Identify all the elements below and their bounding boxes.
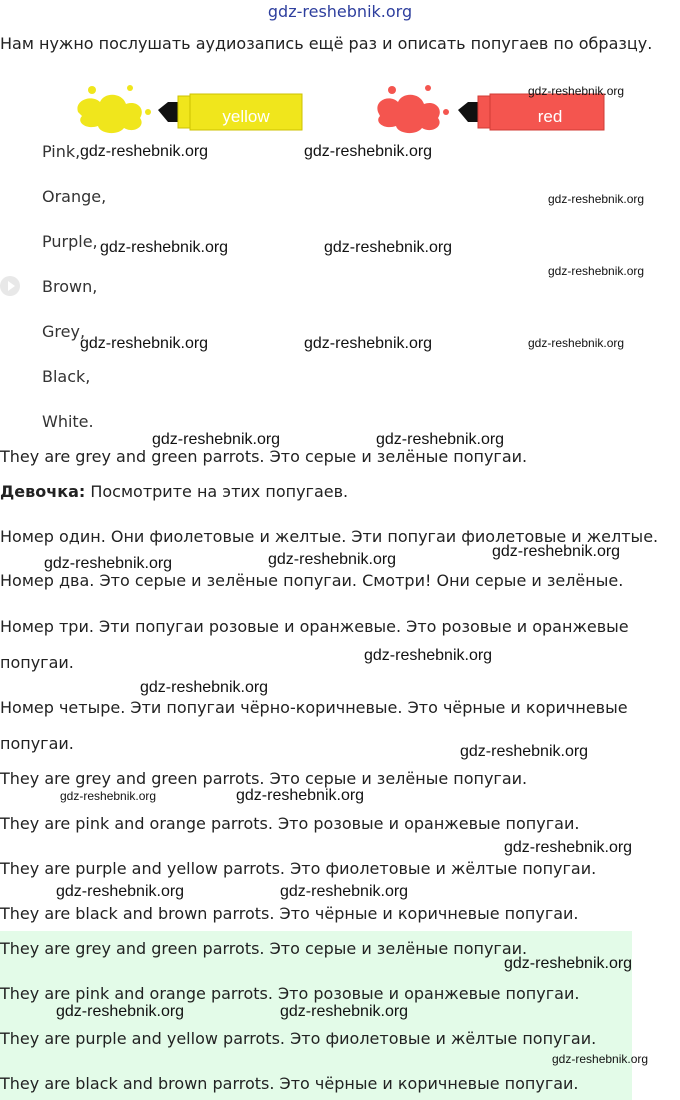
watermark: gdz-reshebnik.org — [548, 192, 645, 206]
watermark: gdz-reshebnik.org — [44, 555, 173, 572]
watermark: gdz-reshebnik.org — [100, 239, 229, 256]
watermark: gdz-reshebnik.org — [280, 883, 409, 900]
watermark: gdz-reshebnik.org — [304, 335, 433, 352]
watermark: gdz-reshebnik.org — [324, 239, 453, 256]
watermark: gdz-reshebnik.org — [236, 787, 365, 804]
line-grey-green: They are grey and green parrots. Это серые и зелёные попугаи. — [0, 447, 528, 466]
color-word-purple: Purple, — [42, 232, 98, 251]
watermark: gdz-reshebnik.org — [528, 336, 625, 350]
answer-black-brown: They are black and brown parrots. Это чёрные и коричневые попугаи. — [0, 904, 579, 923]
watermark: gdz-reshebnik.org — [152, 431, 281, 448]
watermark: gdz-reshebnik.org — [304, 143, 433, 160]
watermark: gdz-reshebnik.org — [460, 743, 589, 760]
watermark: gdz-reshebnik.org — [140, 679, 269, 696]
red-splat-icon — [377, 85, 449, 133]
yellow-splat-icon — [77, 85, 151, 133]
answer-pink-orange: They are pink and orange parrots. Это розовые и оранжевые попугаи. — [0, 814, 580, 833]
red-label: red — [537, 107, 563, 126]
answer-purple-yellow: They are purple and yellow parrots. Это фиолетовые и жёлтые попугаи. — [0, 859, 597, 878]
site-title[interactable]: gdz-reshebnik.org — [267, 2, 413, 21]
watermark: gdz-reshebnik.org — [56, 883, 185, 900]
play-audio-icon[interactable] — [0, 276, 20, 296]
watermark: gdz-reshebnik.org — [80, 143, 209, 160]
number-two: Номер два. Это серые и зелёные попугаи. Смотри! Они серые и зелёные. — [0, 571, 624, 590]
watermark: gdz-reshebnik.org — [504, 955, 633, 972]
watermark: gdz-reshebnik.org — [60, 789, 157, 803]
watermark: gdz-reshebnik.org — [80, 335, 209, 352]
girl-line — [0, 482, 348, 501]
yellow-marker-illustration — [70, 82, 310, 138]
color-word-black: Black, — [42, 367, 91, 386]
watermark: gdz-reshebnik.org — [280, 1003, 409, 1020]
yellow-label: yellow — [222, 107, 270, 126]
number-three-line1: Номер три. Эти попугаи розовые и оранжевые. Это розовые и оранжевые — [0, 617, 629, 636]
color-word-orange: Orange, — [42, 187, 107, 206]
answer-grey-green: They are grey and green parrots. Это серые и зелёные попугаи. — [0, 769, 528, 788]
number-one: Номер один. Они фиолетовые и желтые. Эти попугаи фиолетовые и желтые. — [0, 527, 659, 546]
watermark: gdz-reshebnik.org — [376, 431, 505, 448]
highlighted-answer-grey-green: They are grey and green parrots. Это серые и зелёные попугаи. — [0, 939, 528, 958]
girl-label: Девочка: — [0, 482, 86, 501]
red-highlighter-icon — [458, 94, 604, 130]
highlighted-answer-purple-yellow: They are purple and yellow parrots. Это фиолетовые и жёлтые попугаи. — [0, 1029, 597, 1048]
watermark: gdz-reshebnik.org — [528, 84, 625, 98]
girl-text: Посмотрите на этих попугаев. — [85, 482, 349, 501]
number-three-line2: попугаи. — [0, 653, 74, 672]
watermark: gdz-reshebnik.org — [552, 1052, 649, 1066]
watermark: gdz-reshebnik.org — [548, 264, 645, 278]
highlighted-answer-black-brown: They are black and brown parrots. Это чёрные и коричневые попугаи. — [0, 1074, 579, 1093]
watermark: gdz-reshebnik.org — [56, 1003, 185, 1020]
watermark: gdz-reshebnik.org — [364, 647, 493, 664]
number-four-line2: попугаи. — [0, 734, 74, 753]
highlighted-answer-pink-orange: They are pink and orange parrots. Это розовые и оранжевые попугаи. — [0, 984, 580, 1003]
number-four-line1: Номер четыре. Эти попугаи чёрно-коричневые. Это чёрные и коричневые — [0, 698, 628, 717]
color-word-grey: Grey, — [42, 322, 86, 341]
color-word-white: White. — [42, 412, 94, 431]
color-word-brown: Brown, — [42, 277, 98, 296]
watermark: gdz-reshebnik.org — [504, 839, 633, 856]
watermark: gdz-reshebnik.org — [492, 543, 621, 560]
color-word-pink: Pink, — [42, 142, 81, 161]
intro-text: Нам нужно послушать аудиозапись ещё раз и описать попугаев по образцу. — [0, 34, 653, 53]
watermark: gdz-reshebnik.org — [268, 551, 397, 568]
